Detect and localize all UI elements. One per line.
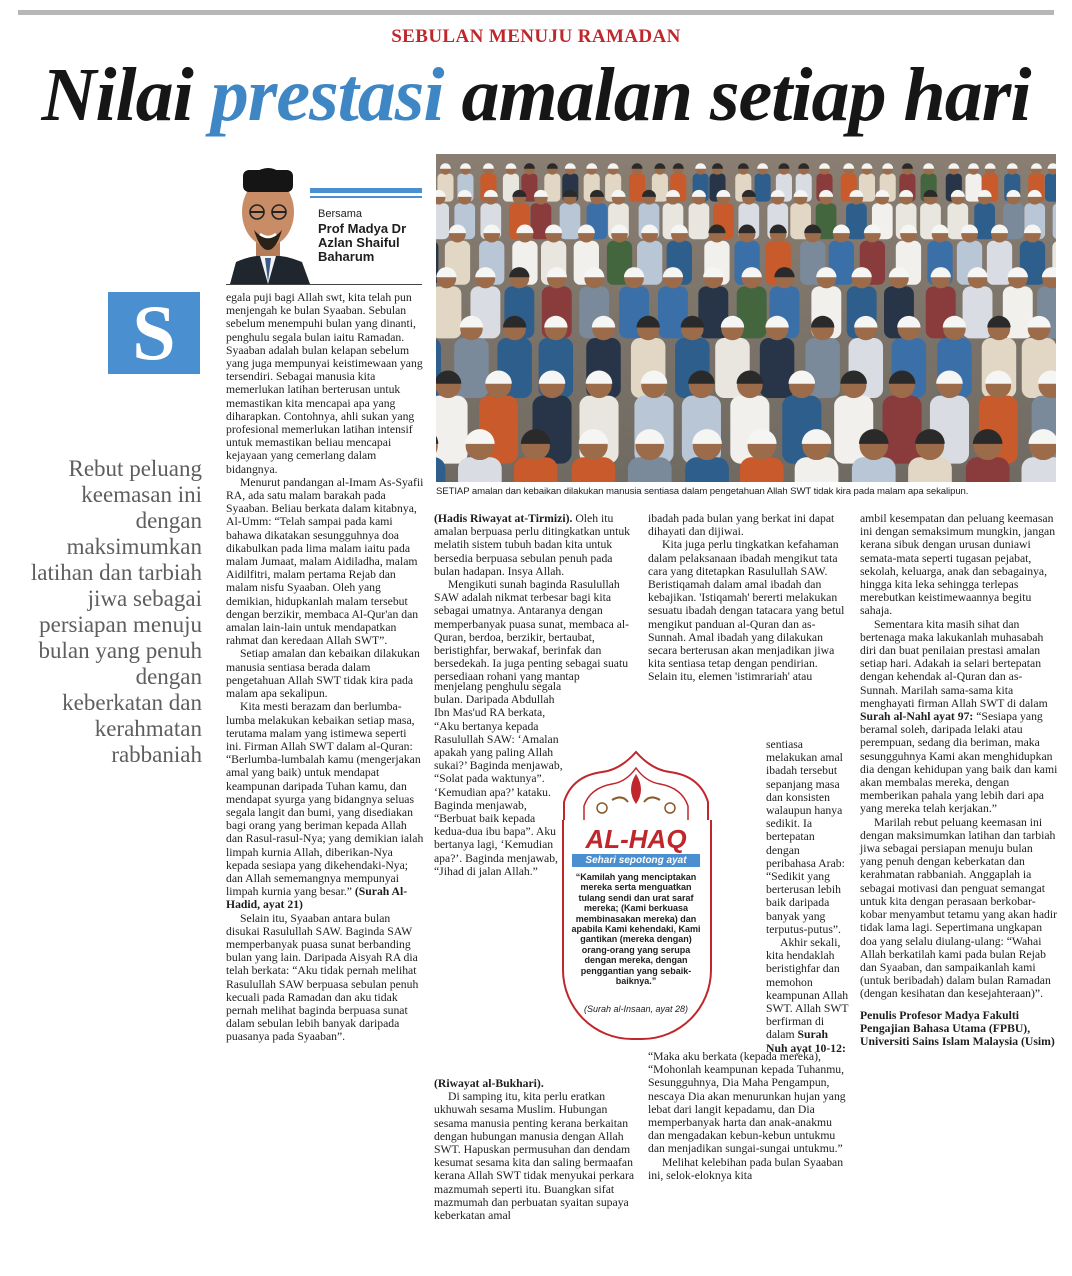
paragraph-text: “Sesiapa yang beramal soleh, daripada lelaki atau perempuan, sedang dia beriman, maka sesungguhnya Kami akan menghidupkan dia dengan kehidupan yang baik dan kami akan membalas mereka, dengan memberikan pahala yang lebih dari apa yang mereka telah kerjakan.” — [860, 710, 1058, 816]
byline-divider — [226, 284, 422, 285]
paragraph: sentiasa melakukan amal ibadah tersebut sepanjang masa dan konsisten walaupun hanya sedikit. Ia bertepatan dengan peribahasa Arab: “Sedikit yang berterusan lebih baik daripada banyak yang terputus-putus”. — [766, 738, 845, 936]
paragraph: Mengikuti sunah baginda Rasulullah SAW adalah nikmat terbesar bagi kita sebagai umatnya. Antaranya dengan memperbanyak puasa sunat, membaca al-Quran, berdoa, berzikir, bertaubat, beristighfar, berwakaf, berinfak dan bersedekah. Ia juga penting sebagai suatu persediaan rohani yang mantap — [434, 578, 630, 684]
paragraph — [434, 680, 564, 878]
paragraph: ambil kesempatan dan peluang keemasan ini dengan semaksimum mungkin, jangan kerana sibuk dengan urusan duniawi semata-mata seperti tugasan pejabat, sekolah, keluarga, anak dan sebagainya, hingga kita leka sehingga terlepas merebutkan keistimewaannya begitu sahaja. — [860, 512, 1056, 618]
column-2-bottom — [434, 1077, 636, 1222]
column-2-top — [434, 512, 636, 684]
photo-caption: SETIAP amalan dan kebaikan dilakukan manusia sentiasa dalam pengetahuan Allah SWT tidak kira pada malam apa sekalipun. — [436, 486, 969, 497]
paragraph — [860, 618, 1058, 816]
quran-reference: Surah al-Nahl ayat 97: — [860, 710, 974, 724]
paragraph-text: Akhir sekali, kita hendaklah beristighfar dan memohon keampunan Allah SWT. Allah SWT berfirman di dalam — [766, 936, 849, 1042]
author-name: Prof Madya Dr Azlan Shaiful Baharum — [318, 221, 407, 264]
paragraph: “Maka aku berkata (kepada mereka), “Mohonlah keampunan kepada Tuhanmu, Sesungguhnya, Dia Maha Pengampun, nescaya Dia akan menurunkan hujan yang lebat dari langit kepadamu, dan Dia memperbanyak harta dan anak-anakmu dan mengadakan kebun-kebun untukmu dan menjadikan sungai-sungai untukmu.” — [648, 1050, 846, 1156]
pull-quote: Rebut peluang keemasan ini dengan maksimumkan latihan dan tarbiah jiwa sebagai persiapan menuju bulan yang penuh dengan keberkatan dan kerahmatan rabbaniah — [30, 456, 202, 767]
al-haq-quote: “Kamilah yang menciptakan mereka serta menguatkan tulang sendi dan urat saraf mereka; (Kami berkuasa membinasakan mereka) dan apabila Kami kehendaki, Kami gantikan (mereka dengan) orang-orang yang serupa dengan mereka, dengan penggantian yang sebaik-baiknya.” — [571, 872, 701, 987]
paragraph: Marilah rebut peluang keemasan ini dengan maksimumkan latihan dan tarbiah jiwa sebagai persiapan menuju bulan yang penuh dengan keberkatan dan kerahmatan rabbaniah. Anggaplah ia sebagai motivasi dan penguat semangat untuk kita dengan perasaan berkobar-kobar menyambut tetamu yang akan hadir tidak lama lagi. Sepertimana ungkapan doa yang selalu diulang-ulang: “Wahai Allah berkatilah kami pada bulan Rejab dan Syaaban, dan sampaikanlah kami (untuk beribadah) dalam bulan Ramadan (dengan kesihatan dan kesejahteraan)”. — [860, 815, 1057, 1001]
ornament-icon — [562, 750, 710, 830]
dropcap: S — [108, 292, 200, 374]
author-footer: Penulis Profesor Madya Fakulti Pengajian Bahasa Utama (FPBU), Universiti Sains Islam Malaysia (Usim) — [860, 1008, 1055, 1048]
headline-highlight: prestasi — [210, 53, 444, 137]
byline-accent-bar-thin — [310, 196, 422, 198]
headline-part2: amalan setiap hari — [461, 53, 1031, 137]
author-photo — [226, 156, 310, 284]
column-2-narrow — [434, 680, 564, 878]
top-rule — [18, 10, 1054, 15]
congregation-prayer-photo — [436, 154, 1056, 482]
quran-reference: Surah Nuh ayat 10-12: — [766, 1028, 846, 1055]
byline-label: Bersama — [318, 208, 363, 220]
hadith-reference: (Riwayat al-Bukhari). — [434, 1077, 544, 1090]
author-byline — [226, 156, 422, 284]
paragraph: Di samping itu, kita perlu eratkan ukhuwah sesama Muslim. Hubungan sesama manusia penting kerana berkaitan dengan hubungan manusia dengan Allah SWT. Hapuskan permusuhan dan dendam kesumat sesama kita dan saling bermaafan kerana Allah SWT tidak menyukai perkara mazmumah seperti itu. Buangkan sifat mazmumah dan perbuatan syaitan supaya keberkatan amal — [434, 1090, 635, 1223]
paragraph-text: Sementara kita masih sihat dan bertenaga maka lakukanlah muhasabah diri dan buat penilaian prestasi amalan setiap hari. Adakah ia selari bertepatan dengan kehendak al-Quran dan as-Sunnah. Marilah sama-sama kita menghayati firman Allah SWT di dalam — [860, 617, 1048, 710]
paragraph: egala puji bagi Allah swt, kita telah pun menjengah ke bulan Syaaban. Sebulan sebelum menempuhi bulan yang dinanti, penghulu segala bulan iaitu Ramadan. Syaaban adalah bulan kelapan sebelum yang juga mempunyai keistimewaan yang tersendiri. Sebagai manusia kita memerlukan latihan berterusan untuk memastikan kita mencapai apa yang diharapkan. Contohnya, ahli sukan yang profesional memerlukan latihan intensif untuk memastikan beliau mencapai kejayaan yang cemerlang dalam bidangnya. — [226, 291, 423, 476]
paragraph: Menurut pandangan al-Imam As-Syafii RA, ada satu malam barakah pada Syaaban. Beliau berkata dalam kitabnya, Al-Umm: “Telah sampai pada kami bahawa dikatakan sesungguhnya doa dikabulkan pada lima malam iaitu pada malam Jumaat, malam Aidiladha, malam Aidilfitri, malam pertama Rejab dan malam nisfu Syaaban. Oleh yang demikian, hidupkanlah malam tersebut dengan berzikir, membaca Al-Qur'an dan amalan lain-lain untuk mendapatkan rahmat dan keredaan Allah SWT”. — [226, 475, 424, 648]
paragraph: Melihat kelebihan pada bulan Syaaban ini, selok-eloknya kita — [648, 1155, 844, 1182]
headline — [0, 53, 1072, 137]
paragraph: Setiap amalan dan kebaikan dilakukan manusia sentiasa berada dalam pengetahuan Allah SWT tidak kira pada malam apa sekalipun. — [226, 647, 420, 701]
paragraph — [226, 700, 424, 911]
paragraph — [766, 936, 850, 1055]
column-3-narrow — [766, 738, 850, 1055]
al-haq-box — [562, 750, 710, 1040]
paragraph: Selain itu, Syaaban antara bulan disukai Rasulullah SAW. Baginda SAW memperbanyak puasa sunat berbanding bulan yang lain. Daripada Aisyah RA dia telah berkata: “Aku tidak pernah melihat Rasulullah SAW berpuasa sebulan penuh kecuali pada Ramadan dan aku tidak pernah melihat baginda berpuasa sunat dalam sebulan lebih banyak daripada puasanya pada Syaaban”. — [226, 911, 419, 1044]
column-3-top — [648, 512, 848, 684]
column-4 — [860, 512, 1058, 1048]
column-3-bottom — [648, 1050, 848, 1182]
paragraph-text: Oleh itu amalan berpuasa perlu ditingkatkan untuk melatih sistem tubuh badan kita untuk bersedia berpuasa sebulan penuh pada bulan hadapan. Insya Allah. — [434, 512, 631, 578]
paragraph: Kita juga perlu tingkatkan kefahaman dalam pelaksanaan ibadah mengikut tata cara yang ditetapkan Rasulullah SAW. Beristiqamah dalam amal ibadah dan kebajikan. 'Istiqamah' bererti melakukan sesuatu ibadah dengan tatacara yang betul mengikut panduan al-Quran dan as-Sunnah. Amal ibadah yang dilakukan secara berterusan akan menjadikan jiwa kita sentiasa tetap dengan pendirian. Selain itu, elemen 'istimrariah' atau — [648, 538, 845, 684]
paragraph: ibadah pada bulan yang berkat ini dapat dihayati dan dijiwai. — [648, 512, 835, 539]
byline-accent-bar — [310, 188, 422, 193]
paragraph-text: Kita mesti berazam dan berlumba-lumba melakukan kebaikan setiap masa, terutama malam yang istimewa seperti ini. Firman Allah SWT dalam al-Quran: “Berlumba-lumbalah kamu (mengerjakan amal yang baik) untuk mendapat keampunan daripada Tuhan kamu, dan mendapat syurga yang bidangnya seluas segala langit dan bumi, yang disediakan bagi orang yang beriman kepada Allah dan Rasul-rasul-Nya; yang demikian ialah limpah kurnia Allah, diberikan-Nya kepada sesiapa yang dikehendaki-Nya; dan Allah sememangnya mempunyai limpah kurnia yang besar.” — [226, 700, 424, 899]
paragraph-text: menjelang penghulu segala bulan. Daripada Abdullah Ibn Mas'ud RA berkata, “Aku bertanya kepada Rasulullah SAW: ‘Amalan apakah yang paling Allah sukai?’ Baginda menjawab, “Solat pada waktunya”. ‘Kemudian apa?’ kataku. Baginda menjawab, “Berbuat baik kepada kedua-dua ibu bapa”. Aku bertanya lagi, ‘Kemudian apa?’. Baginda menjawab, “Jihad di jalan Allah.” — [434, 680, 563, 878]
paragraph — [434, 1077, 636, 1090]
section-kicker: SEBULAN MENUJU RAMADAN — [391, 26, 681, 47]
column-1 — [226, 291, 424, 1044]
paragraph — [434, 512, 636, 578]
headline-part1: Nilai — [41, 53, 193, 137]
al-haq-source: (Surah al-Insaan, ayat 28) — [583, 1004, 689, 1014]
al-haq-subtitle: Sehari sepotong ayat — [572, 854, 700, 867]
al-haq-title: AL-HAQ — [585, 824, 687, 854]
hadith-reference: (Hadis Riwayat at-Tirmizi). — [434, 512, 573, 525]
quran-reference: (Surah Al-Hadid, ayat 21) — [226, 885, 408, 912]
